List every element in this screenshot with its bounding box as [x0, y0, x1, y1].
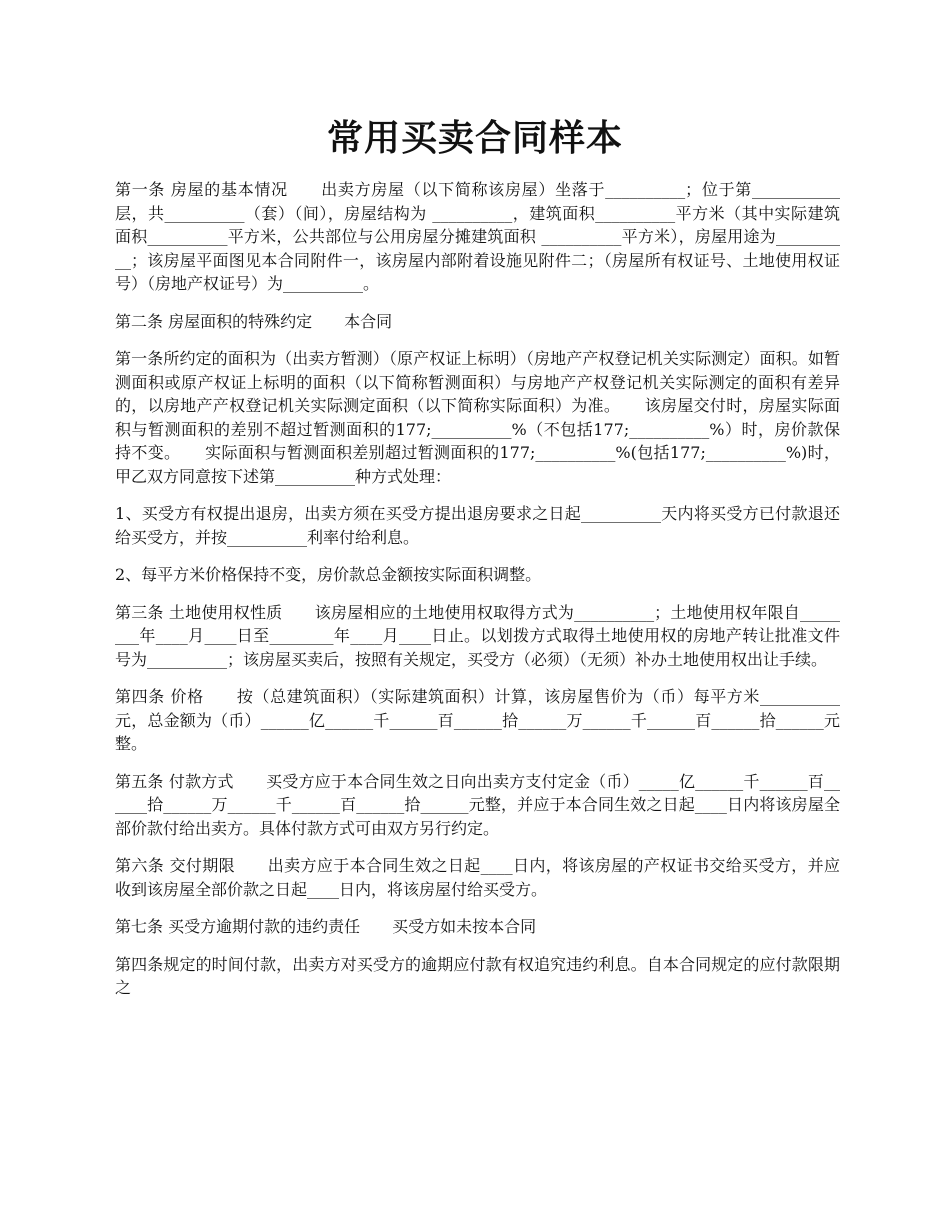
paragraph-article-3: 第三条 土地使用权性质 该房屋相应的土地使用权取得方式为__________；土地使用权年限自________年____月____日至________年____月____日止。以划拨方式取得土地使用权的房地产转让批准文件号为__________；该房屋买卖后，按照有关规定，买受方（必须）（无须）补办土地使用权出让手续。 [115, 602, 840, 669]
document-body [115, 178, 840, 1014]
paragraph-article-4: 第四条 价格 按（总建筑面积）（实际建筑面积）计算，该房屋售价为（币）每平方米__________元，总金额为（币）______亿______千______百______拾______万______千______百______拾______元整。 [115, 687, 840, 753]
paragraph-article-2-heading: 第二条 房屋面积的特殊约定 本合同 [115, 311, 393, 331]
paragraph-article-1: 第一条 房屋的基本情况 出卖方房屋（以下简称该房屋）坐落于__________；位于第___________层，共__________（套）（间），房屋结构为 __________，建筑面积__________平方米（其中实际建筑面积__________平方米，公共部位与公用房屋分摊建筑面积 __________平方米），房屋用途为__________；该房屋平面图见本合同附件一，该房屋内部附着设施见附件二；（房屋所有权证号、土地使用权证号）（房地产权证号）为__________。 [115, 180, 840, 293]
paragraph-article-7-body: 第四条规定的时间付款，出卖方对买受方的逾期应付款有权追究违约利息。自本合同规定的应付款限期之 [115, 954, 840, 997]
document-title: 常用买卖合同样本 [326, 117, 623, 159]
paragraph-article-5: 第五条 付款方式 买受方应于本合同生效之日向出卖方支付定金（币）_____亿______千______百______拾______万______千______百______拾______元整，并应于本合同生效之日起____日内将该房屋全部价款付给出卖方。具体付款方式可由双方另行约定。 [115, 771, 840, 838]
paragraph-article-2-body: 第一条所约定的面积为（出卖方暂测）（原产权证上标明）（房地产产权登记机关实际测定）面积。如暂测面积或原产权证上标明的面积（以下简称暂测面积）与房地产产权登记机关实际测定的面积有差异的，以房地产产权登记机关实际测定面积（以下简称实际面积）为准。 该房屋交付时，房屋实际面积与暂测面积的差别不超过暂测面积的177;__________%（不包括177;__________%）时，房价款保持不变。 实际面积与暂测面积差别超过暂测面积的177;__________%(包括177;__________%)时，甲乙双方同意按下述第__________种方式处理： [115, 349, 840, 486]
paragraph-article-6: 第六条 交付期限 出卖方应于本合同生效之日起____日内，将该房屋的产权证书交给买受方，并应收到该房屋全部价款之日起____日内，将该房屋付给买受方。 [115, 856, 840, 899]
paragraph-option-2: 2、每平方米价格保持不变，房价款总金额按实际面积调整。 [115, 565, 542, 584]
paragraph-option-1: 1、买受方有权提出退房，出卖方须在买受方提出退房要求之日起__________天内将买受方已付款退还给买受方，并按__________利率付给利息。 [115, 504, 840, 547]
paragraph-article-7-heading: 第七条 买受方逾期付款的违约责任 买受方如未按本合同 [115, 917, 537, 936]
